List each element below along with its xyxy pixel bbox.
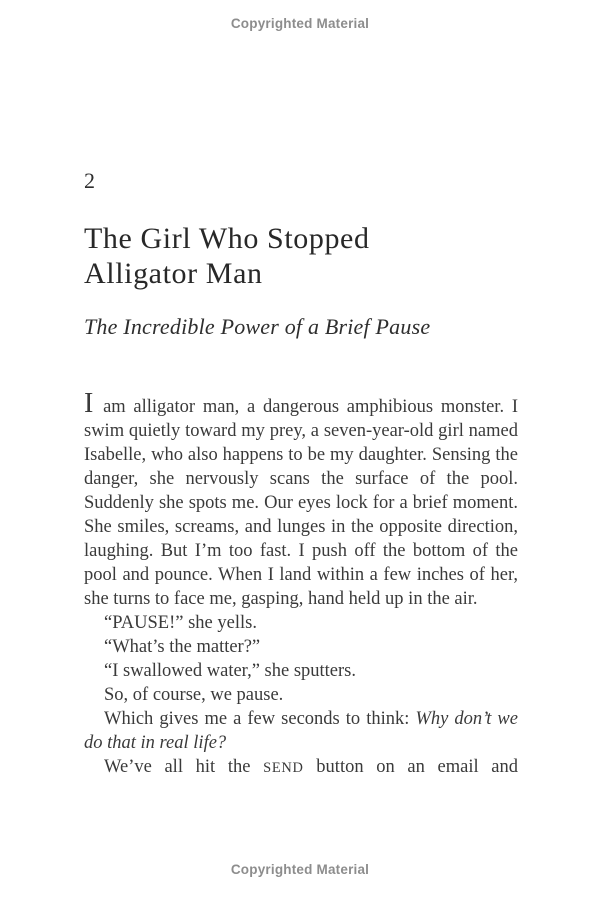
paragraph	[84, 707, 518, 755]
body-text	[84, 390, 518, 780]
text-run-normal: “PAUSE!” she yells.	[104, 613, 257, 633]
text-run-normal: “What’s the matter?”	[104, 637, 261, 657]
paragraph	[84, 755, 518, 780]
chapter-title	[84, 221, 370, 291]
paragraph	[84, 683, 518, 707]
chapter-title-line1: The Girl Who Stopped	[84, 222, 370, 255]
text-run-italic: Why don’t we do that in real life?	[84, 709, 518, 753]
copyright-notice-top: Copyrighted Material	[230, 16, 370, 31]
text-run-normal: Which gives me a few seconds to think:	[104, 709, 416, 729]
paragraph	[84, 390, 518, 611]
text-run-smallcaps: SEND	[263, 760, 304, 776]
text-run-normal: So, of course, we pause.	[104, 685, 284, 705]
paragraph	[84, 659, 518, 683]
text-run-initial: I	[84, 388, 96, 419]
chapter-subtitle: The Incredible Power of a Brief Pause	[84, 314, 431, 339]
paragraph	[84, 635, 518, 659]
text-run-normal: button on an email and	[303, 757, 519, 777]
copyright-notice-bottom: Copyrighted Material	[230, 862, 370, 877]
text-run-normal: “I swallowed water,” she sputters.	[104, 661, 357, 681]
text-run-normal: We’ve all hit the	[104, 757, 264, 777]
paragraph	[84, 611, 518, 635]
chapter-number: 2	[84, 168, 95, 193]
chapter-title-line2: Alligator Man	[84, 257, 263, 290]
text-run-normal: am alligator man, a dangerous amphibious monster. I swim quietly toward my prey, a seven-year-old girl named Isabelle, who also happens to be my daughter. Sensing the danger, she nervously scans the surface of the pool. Suddenly she spots me. Our eyes lock for a brief moment. She smiles, screams, and lunges in the opposite direction, laughing. But I’m too fast. I push off the bottom of the pool and pounce. When I land within a few inches of her, she turns to face me, gasping, hand held up in the air.	[84, 397, 518, 609]
